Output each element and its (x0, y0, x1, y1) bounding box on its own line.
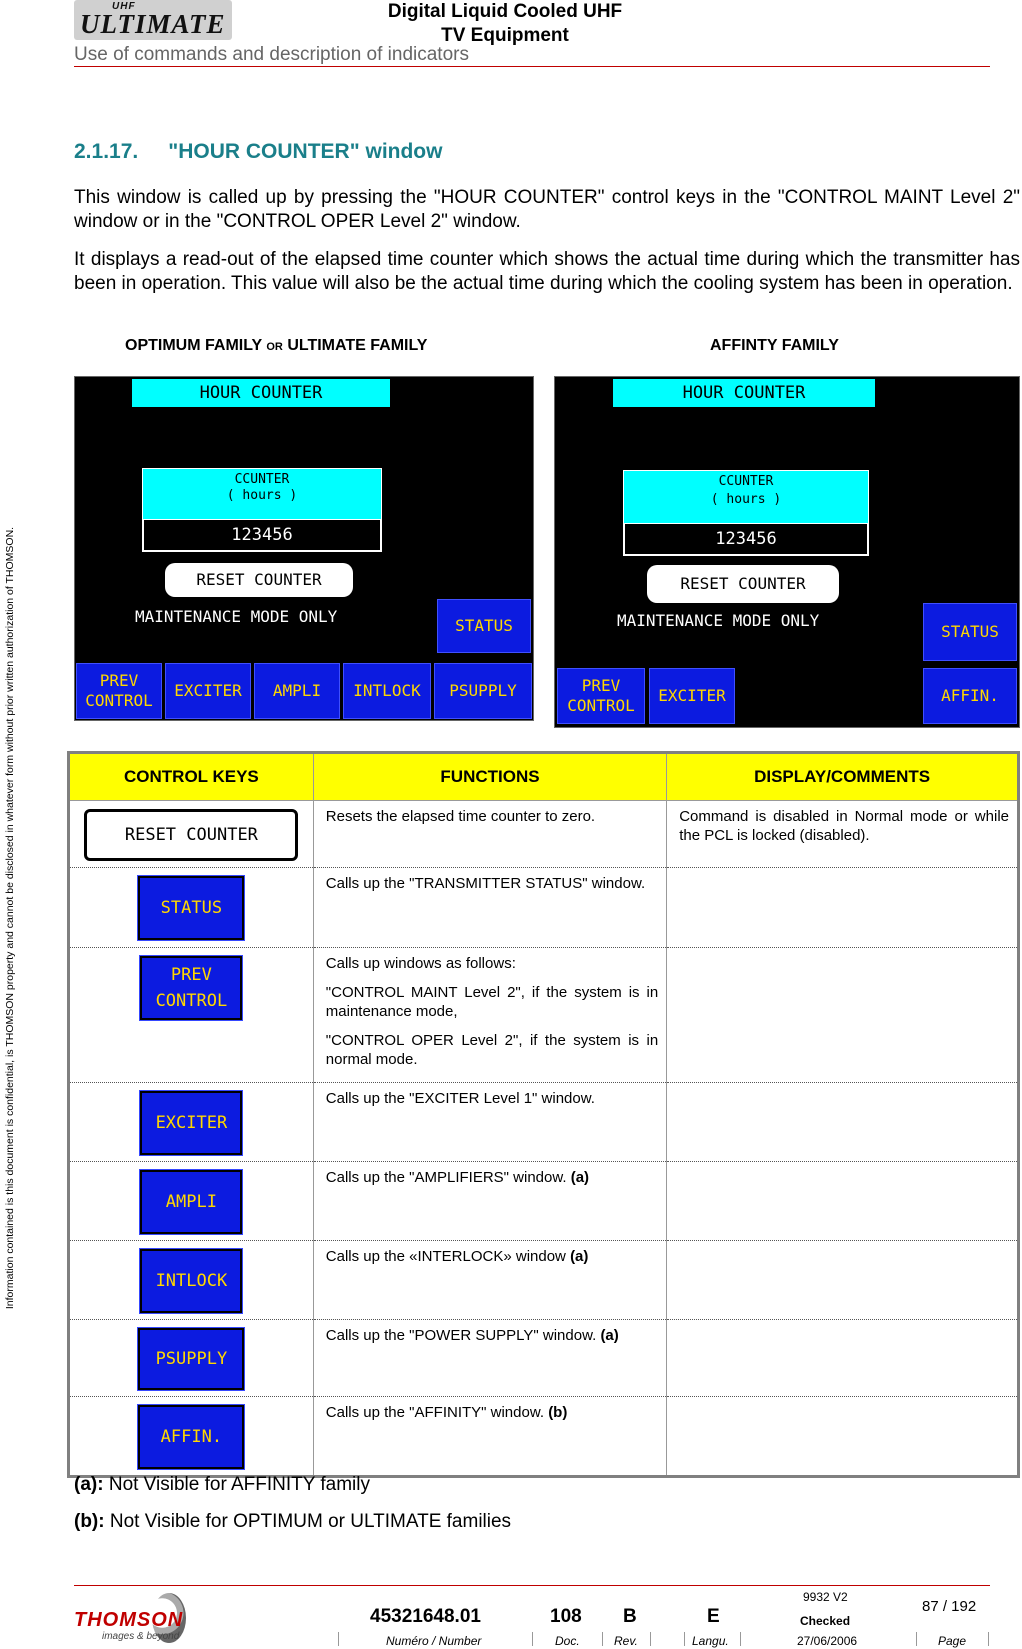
counter-label: CCUNTER (718, 474, 774, 489)
table-header-row (69, 753, 1019, 801)
screen-title: HOUR COUNTER (613, 379, 875, 407)
footnote-tag: (a) (600, 1327, 619, 1344)
confidentiality-note (0, 458, 20, 1378)
screen-ampli-button[interactable]: AMPLI (254, 663, 340, 719)
family-ultimate: ULTIMATE FAMILY (287, 337, 428, 354)
note-a-text: Not Visible for AFFINITY family (103, 1474, 370, 1495)
prev-label: PREV (170, 965, 212, 985)
key-cell (69, 868, 314, 948)
function-cell (313, 1241, 666, 1320)
thomson-tagline: images & beyond (102, 1631, 180, 1642)
footer-label-doc: Doc. (555, 1634, 580, 1648)
ultimate-logo (74, 0, 232, 40)
footer-separator (338, 1632, 339, 1646)
screen-exciter-button[interactable]: EXCITER (165, 663, 251, 719)
screen-affin-button[interactable]: AFFIN. (923, 668, 1017, 724)
screen-optimum-ultimate (74, 376, 534, 721)
function-cell: Calls up the "TRANSMITTER STATUS" window. (313, 868, 666, 948)
status-key[interactable]: STATUS (138, 876, 244, 940)
logo-big-text: ULTIMATE (80, 9, 226, 39)
control-label: CONTROL (155, 991, 228, 1011)
key-cell (69, 1083, 314, 1162)
screen-psupply-button[interactable]: PSUPPLY (434, 663, 532, 719)
table-row (69, 868, 1019, 948)
intro-paragraph-1: This window is called up by pressing the "HOUR COUNTER" control keys in the "CONTROL MAINT Level 2" window or in the "CONTROL OPER Level 2" window. (74, 187, 1020, 232)
control-label: CONTROL (85, 691, 153, 710)
table-row (69, 1241, 1019, 1320)
function-cell: Resets the elapsed time counter to zero. (313, 801, 666, 868)
note-a (74, 1474, 370, 1496)
screen-status-button[interactable]: STATUS (923, 603, 1017, 661)
footer-separator (684, 1632, 685, 1646)
screen-title: HOUR COUNTER (132, 379, 390, 407)
family-label-affinity: AFFINTY FAMILY (710, 337, 839, 354)
table-row (69, 1397, 1019, 1477)
table-row (69, 1320, 1019, 1397)
function-cell: Calls up the "EXCITER Level 1" window. (313, 1083, 666, 1162)
footer-label-page: Page (938, 1634, 967, 1648)
screen-intlock-button[interactable]: INTLOCK (343, 663, 431, 719)
comment-cell (667, 948, 1019, 1083)
key-cell (69, 948, 314, 1083)
prev-label: PREV (581, 676, 621, 695)
psupply-key[interactable]: PSUPPLY (138, 1328, 244, 1390)
function-text: Calls up the "POWER SUPPLY" window. (325, 1327, 597, 1344)
prev-label: PREV (99, 671, 139, 690)
control-label: CONTROL (567, 696, 635, 715)
control-keys-table (67, 751, 1020, 1478)
prev-control-key[interactable] (140, 956, 242, 1020)
footer-doc-number: 45321648.01 (370, 1606, 481, 1627)
header-divider (74, 66, 990, 67)
function-text: Calls up the "AFFINITY" window. (325, 1404, 545, 1421)
comment-cell (667, 1162, 1019, 1241)
footer-separator (988, 1632, 989, 1646)
counter-value: 123456 (624, 523, 868, 555)
family-label-optimum (125, 337, 427, 355)
footer-doc: 108 (550, 1606, 582, 1627)
intlock-key[interactable]: INTLOCK (140, 1249, 242, 1313)
footer-label-langu: Langu. (692, 1634, 729, 1648)
key-cell (69, 1162, 314, 1241)
thomson-logo (74, 1593, 194, 1649)
footer-separator (602, 1632, 603, 1646)
footer-version: 9932 V2 (803, 1590, 848, 1604)
note-a-tag: (a): (74, 1474, 104, 1495)
confidentiality-text: Information contained is this document is confidential, is THOMSON property and cannot be disclosed in whatever form without prior written authorization of THOMSON. (4, 526, 16, 1310)
note-b (74, 1511, 511, 1533)
footnote-tag: (b) (548, 1404, 568, 1421)
footer-date: 27/06/2006 (797, 1634, 858, 1648)
screen-affinity (554, 376, 1020, 728)
table-row (69, 801, 1019, 868)
screen-prev-control-button[interactable] (76, 663, 162, 719)
counter-unit: ( hours ) (226, 488, 298, 503)
key-cell (69, 801, 314, 868)
counter-box (142, 468, 382, 552)
comment-cell: Command is disabled in Normal mode or while the PCL is locked (disabled). (667, 801, 1019, 868)
comment-cell (667, 868, 1019, 948)
comment-cell (667, 1241, 1019, 1320)
footer-separator (916, 1632, 917, 1646)
header-functions: FUNCTIONS (313, 753, 666, 801)
function-p1: Calls up windows as follows: (325, 955, 516, 972)
footer-separator (740, 1632, 741, 1646)
comment-cell (667, 1320, 1019, 1397)
footer-divider (74, 1585, 990, 1586)
table-row (69, 1162, 1019, 1241)
note-b-tag: (b): (74, 1511, 105, 1532)
maintenance-mode-label: MAINTENANCE MODE ONLY (135, 607, 338, 626)
function-cell (313, 1162, 666, 1241)
function-p2: "CONTROL MAINT Level 2", if the system is in maintenance mode, (325, 984, 659, 1020)
footer-separator (532, 1632, 533, 1646)
footer-langu: E (707, 1606, 720, 1627)
key-cell (69, 1397, 314, 1477)
counter-value: 123456 (143, 519, 381, 551)
footer-checked: Checked (800, 1614, 851, 1628)
ampli-key[interactable]: AMPLI (140, 1170, 242, 1234)
counter-label: CCUNTER (234, 472, 290, 487)
intro-paragraph-2: It displays a read-out of the elapsed time counter which shows the actual time during which the transmitter has been in operation. This value will also be the actual time during which the cooling system has been in operation. (74, 249, 1020, 294)
table-row (69, 1083, 1019, 1162)
header-display-comments: DISPLAY/COMMENTS (667, 753, 1019, 801)
footer-label-rev: Rev. (614, 1634, 638, 1648)
function-cell (313, 1397, 666, 1477)
logo-small-text: UHF (112, 1, 136, 12)
header-control-keys: CONTROL KEYS (69, 753, 314, 801)
screen-status-button[interactable]: STATUS (437, 599, 531, 653)
header-subtitle: Use of commands and description of indicators (74, 44, 469, 65)
note-b-text: Not Visible for OPTIMUM or ULTIMATE families (104, 1511, 512, 1532)
family-optimum: OPTIMUM FAMILY (125, 337, 262, 354)
screen-exciter-button[interactable]: EXCITER (649, 668, 735, 724)
key-cell (69, 1241, 314, 1320)
function-cell (313, 1320, 666, 1397)
section-heading (74, 140, 442, 164)
counter-box (623, 470, 869, 556)
function-text: Calls up the "AMPLIFIERS" window. (325, 1169, 567, 1186)
thomson-brand: THOMSON (74, 1609, 184, 1631)
header-title-line1: Digital Liquid Cooled UHF (387, 1, 623, 22)
header-title (380, 0, 630, 48)
table-row (69, 948, 1019, 1083)
header-title-line2: TV Equipment (441, 25, 569, 46)
footer-page-number: 87 / 192 (922, 1598, 977, 1615)
affin-key[interactable]: AFFIN. (138, 1405, 244, 1469)
exciter-key[interactable]: EXCITER (140, 1091, 242, 1155)
footer-separator (650, 1632, 651, 1646)
key-cell (69, 1320, 314, 1397)
reset-counter-key[interactable]: RESET COUNTER (84, 809, 298, 861)
function-text: Calls up the «INTERLOCK» window (325, 1248, 571, 1265)
section-title: "HOUR COUNTER" window (168, 140, 443, 163)
screen-reset-button[interactable]: RESET COUNTER (647, 565, 839, 603)
comment-cell (667, 1397, 1019, 1477)
footer-label-number: Numéro / Number (386, 1634, 482, 1648)
screen-prev-control-button[interactable] (557, 668, 645, 724)
screen-reset-button[interactable]: RESET COUNTER (165, 563, 353, 597)
section-number: 2.1.17. (74, 140, 139, 163)
comment-cell (667, 1083, 1019, 1162)
counter-unit: ( hours ) (710, 492, 782, 507)
footnote-tag: (a) (570, 1248, 589, 1265)
footer-rev: B (623, 1606, 637, 1627)
family-or: OR (266, 341, 283, 353)
function-cell (313, 948, 666, 1083)
maintenance-mode-label: MAINTENANCE MODE ONLY (617, 611, 820, 630)
footnote-tag: (a) (570, 1169, 590, 1186)
function-p3: "CONTROL OPER Level 2", if the system is in normal mode. (325, 1032, 659, 1068)
